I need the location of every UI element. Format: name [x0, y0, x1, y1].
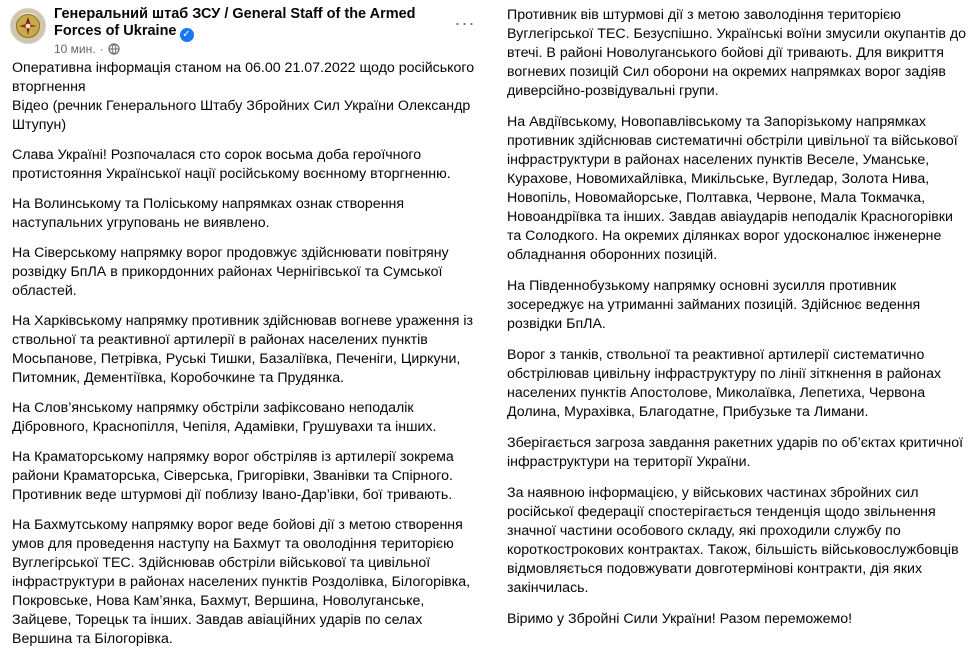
post-time[interactable]: 10 мин.	[54, 42, 96, 56]
page-name-line[interactable]	[54, 6, 434, 42]
continuation-paragraph: Противник вів штурмові дії з метою заволодіння територією Вуглегірської ТЕС. Безуспішно. Українські воїни змусили окупантів до втечі. В районі Новолуганського бойові дії тривають. Для викриття вогневих позицій Сил оборони на окремих напрямках ворог задіяв диверсійно-розвідувальні групи.	[507, 7, 967, 99]
post-paragraph: На Волинському та Поліському напрямках ознак створення наступальних угруповань не виявлено.	[12, 196, 405, 231]
post-paragraph: Відео (речник Генерального Штабу Збройних Сил України Олександр Штупун)	[12, 98, 471, 133]
separator-dot: ·	[99, 42, 104, 56]
page-avatar[interactable]	[10, 8, 46, 44]
more-options-button[interactable]: ···	[454, 12, 476, 33]
continuation-paragraph: На Авдіївському, Новопавлівському та Запорізькому напрямках противник здійснював систематичні обстріли цивільної та військової інфраструктури в районах населених пунктів Веселе, Уманське, Курахове, Новомихайлівка, Микільське, Вугледар, Золота Нива, Новопіль, Новомайорське, Полтавка, Червоне, Мала Токмачка, Новоандріївка та інших. Завдав авіаударів неподалік Красногорівки та Солодкого. На окремих ділянках ворог удосконалює інженерне обладнання оборонних позицій.	[507, 114, 958, 263]
page-name[interactable]: Генеральний штаб ЗСУ / General Staff of the Armed Forces of Ukraine	[54, 6, 416, 39]
post-header	[10, 6, 480, 58]
post-paragraph: На Бахмутському напрямку ворог веде бойові дії з метою створення умов для проведення наступу на Бахмут та оволодіння територією Вуглегірської ТЕС. Здійснював обстріли військової та цивільної інфраструктури в районах населених пунктів Роздолівка, Білогорівка, Покровське, Нова Кам’янка, Бахмут, Вершина, Новолуганське, Зайцеве, Торецьк та інших. Завдав авіаційних ударів по селах Вершина та Білогорівка.	[12, 517, 471, 647]
globe-icon	[108, 43, 120, 55]
post-paragraph: На Краматорському напрямку ворог обстріляв із артилерії зокрема райони Краматорська, Сіверська, Григорівки, Званівки та Спірного. Противник веде штурмові дії поблизу Івано-Дар’івки, бої тривають.	[12, 449, 454, 503]
continuation-text	[507, 6, 969, 641]
post-paragraph: Оперативна інформація станом на 06.00 21.07.2022 щодо російського вторгнення	[12, 60, 475, 95]
facebook-post	[0, 0, 487, 647]
verified-badge-icon: ✓	[180, 28, 194, 42]
post-text	[12, 59, 482, 660]
emblem-icon	[15, 13, 41, 39]
continuation-paragraph: Зберігається загроза завдання ракетних ударів по об’єктах критичної інфраструктури на території України.	[507, 435, 964, 470]
post-meta	[54, 42, 120, 56]
post-paragraph: На Слов’янському напрямку обстріли зафіксовано неподалік Дібровного, Краснопілля, Чепіля, Адамівки, Грушувахи та інших.	[12, 400, 437, 435]
continuation-paragraph: За наявною інформацією, у військових частинах збройних сил російської федерації спостерігається тенденція щодо звільнення значної частини особового складу, які проходили службу по короткострокових контрактах. Також, більшість військовослужбовців відмовляється подовжувати довготермінові контракти, дія яких закінчилась.	[507, 485, 959, 596]
continuation-paragraph: На Південнобузькому напрямку основні зусилля противник зосереджує на утриманні займаних позицій. Здійснює ведення розвідки БпЛА.	[507, 278, 921, 332]
post-paragraph: Слава Україні! Розпочалася сто сорок восьма доба героїчного протистояння Української нації російському воєнному вторгненню.	[12, 147, 451, 182]
continuation-paragraph: Віримо у Збройні Сили України! Разом переможемо!	[507, 611, 853, 627]
continuation-paragraph: Ворог з танків, ствольної та реактивної артилерії систематично обстрілював цивільну інфраструктуру по лінії зіткнення в районах населених пунктів Апостолове, Миколаївка, Лепетиха, Червона Долина, Мурахівка, Благодатне, Прибузьке та Лимани.	[507, 347, 942, 420]
post-continuation	[507, 0, 977, 627]
post-paragraph: На Сіверському напрямку ворог продовжує здійснювати повітряну розвідку БпЛА в прикордонних районах Чернігівської та Сумської областей.	[12, 245, 449, 299]
post-paragraph: На Харківському напрямку противник здійснював вогневе ураження із ствольної та реактивної артилерії в районах населених пунктів Мосьпанове, Петрівка, Руські Тишки, Базаліївка, Печеніги, Циркуни, Питомник, Дементіївка, Коробочкине та Прудянка.	[12, 313, 474, 386]
